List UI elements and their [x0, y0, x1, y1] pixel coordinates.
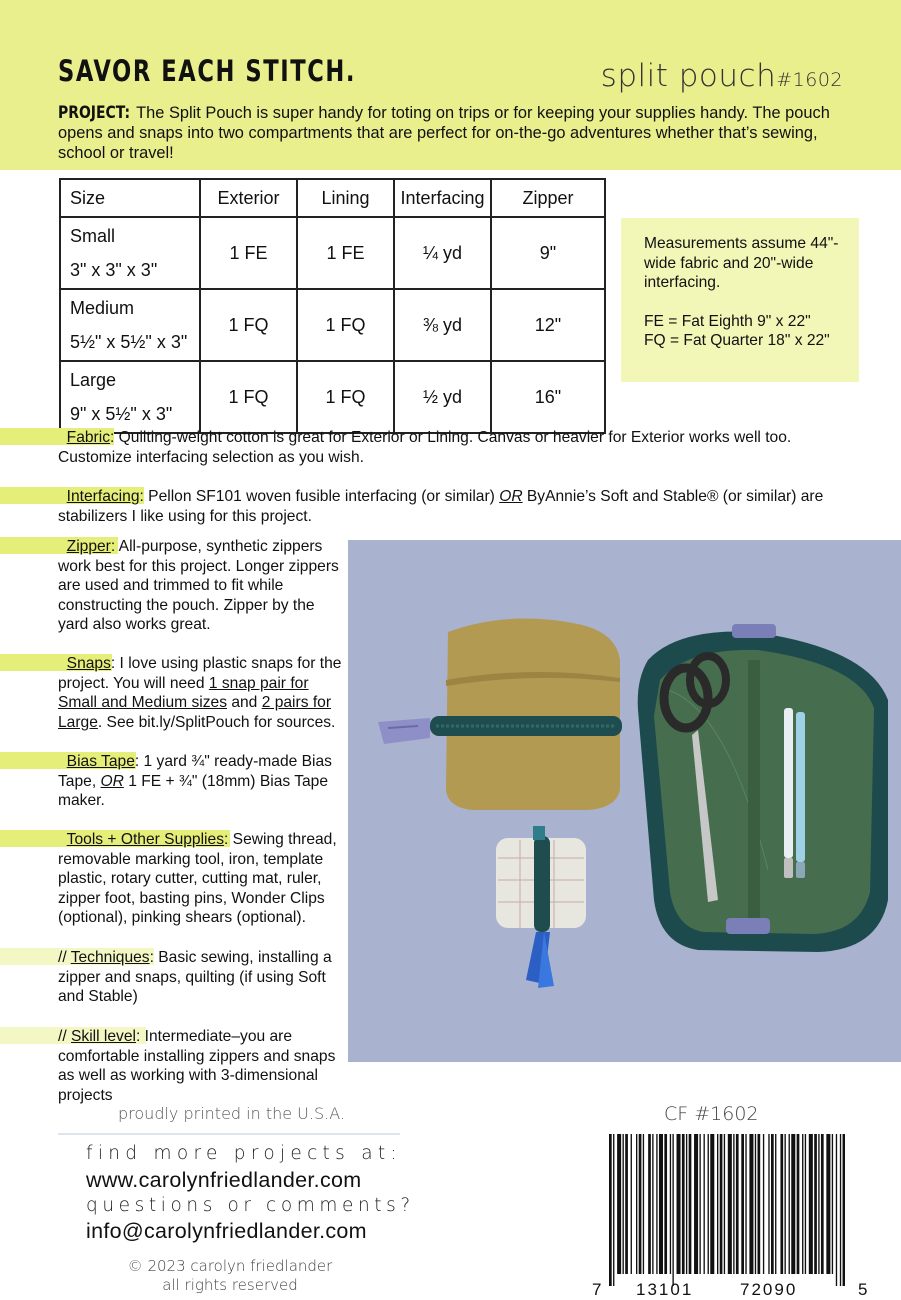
lining-cell: 1 FE	[297, 217, 394, 289]
printed-in-usa: proudly printed in the U.S.A.	[118, 1104, 345, 1123]
fabric-text: : Quilting-weight cotton is great for Exterior or Lining. Canvas or heavier for Exterior works well too. Customize interfacing selection as you wish.	[58, 429, 792, 466]
techniques-text: : Basic sewing, installing a zipper and snaps, quilting (if using Soft and Stable)	[58, 949, 332, 1005]
project-text: The Split Pouch is super handy for toting on trips or for keeping your supplies handy. The pouch opens and snaps into two compartments that are perfect for on-the-go adventures whether that’s sewing, school or travel!	[58, 104, 830, 162]
bias-tape-label: Bias Tape	[66, 753, 135, 770]
pouch-illustration	[348, 540, 901, 1062]
email-link[interactable]: info@carolynfriedlander.com	[86, 1219, 367, 1243]
zipper-label: Zipper	[66, 538, 111, 555]
table-row	[60, 361, 605, 433]
snaps-text-c: . See bit.ly/SplitPouch for sources.	[97, 713, 336, 731]
size-dims: 5½" x 5½" x 3"	[70, 332, 188, 352]
size-name: Large	[70, 370, 117, 390]
table-row	[60, 217, 605, 289]
zipper-item	[58, 537, 343, 635]
table-header-cell: Size	[60, 179, 200, 217]
table-header-cell: Exterior	[200, 179, 297, 217]
zipper-text: : All-purpose, synthetic zippers work best for this project. Longer zippers are used and trimmed to fit while constructing the pouch. Zipper by the yard also works great.	[58, 538, 339, 633]
note-fq: FQ = Fat Quarter 18" x 22"	[644, 332, 830, 349]
snaps-text-a: : I love using plastic snaps for the project. You will need	[58, 655, 342, 692]
interfacing-text-b: ByAnnie’s Soft and Stable® (or similar) are stabilizers I like using for this project.	[58, 488, 824, 525]
tools-text: : Sewing thread, removable marking tool, iron, template plastic, rotary cutter, cutting mat, ruler, zipper foot, basting pins, Wonder Clips (optional), pinking shears (optional).	[58, 831, 337, 926]
lining-cell: 1 FQ	[297, 361, 394, 433]
size-dims: 3" x 3" x 3"	[70, 260, 158, 280]
lining-cell: 1 FQ	[297, 289, 394, 361]
find-projects-label: find more projects at:	[86, 1143, 402, 1164]
zipper-cell: 16"	[491, 361, 605, 433]
snaps-link-b: 2 pairs for Large	[58, 694, 332, 731]
skill-prefix: //	[58, 1028, 71, 1045]
bias-tape-text-a: : 1 yard ¾" ready-made Bias Tape,	[58, 753, 332, 790]
snaps-label: Snaps	[66, 655, 111, 672]
bias-tape-item	[58, 752, 343, 811]
snaps-text-b: and	[227, 694, 262, 711]
size-name: Medium	[70, 298, 135, 318]
barcode-digit-last: 5	[858, 1280, 868, 1299]
techniques-label: Techniques	[70, 949, 150, 966]
measurement-note	[621, 218, 859, 382]
note-measurements: Measurements assume 44"-wide fabric and 20"-wide interfacing.	[644, 235, 839, 291]
exterior-cell: 1 FE	[200, 217, 297, 289]
bias-tape-text-b: 1 FE + ¾" (18mm) Bias Tape maker.	[58, 772, 329, 809]
copyright-line: all rights reserved	[162, 1276, 298, 1294]
fabric-label: Fabric	[66, 429, 110, 446]
pattern-number: #1602	[776, 69, 843, 91]
size-table	[59, 178, 606, 434]
zipper-cell: 9"	[491, 217, 605, 289]
project-description	[58, 104, 848, 163]
techniques-prefix: //	[58, 949, 71, 966]
size-cell	[60, 217, 200, 289]
note-fe: FE = Fat Eighth 9" x 22"	[644, 312, 811, 330]
table-header-row	[60, 179, 605, 217]
interfacing-cell: ⅜ yd	[394, 289, 491, 361]
questions-label: questions or comments?	[86, 1195, 415, 1216]
pattern-title	[601, 58, 843, 94]
catalog-number: CF #1602	[664, 1103, 759, 1125]
brand-title: SAVOR EACH STITCH.	[58, 54, 357, 88]
exterior-cell: 1 FQ	[200, 289, 297, 361]
snaps-link-a: 1 snap pair for Small and Medium sizes	[58, 674, 309, 711]
copyright-line: © 2023 carolyn friedlander	[127, 1257, 333, 1275]
divider	[58, 1133, 400, 1135]
exterior-cell: 1 FQ	[200, 361, 297, 433]
techniques-item	[58, 948, 343, 1007]
interfacing-cell: ¼ yd	[394, 217, 491, 289]
copyright	[120, 1257, 340, 1295]
zipper-cell: 12"	[491, 289, 605, 361]
table-header-cell: Interfacing	[394, 179, 491, 217]
table-row	[60, 289, 605, 361]
snaps-item	[58, 654, 348, 732]
tools-label: Tools + Other Supplies	[66, 831, 224, 848]
size-dims: 9" x 5½" x 3"	[70, 404, 173, 424]
interfacing-item	[58, 487, 848, 526]
barcode-digits-right: 72090	[740, 1280, 798, 1299]
tools-item	[58, 830, 348, 928]
skill-item	[58, 1027, 348, 1105]
skill-text: : Intermediate–you are comfortable installing zippers and snaps as well as working with 3-dimensional projects	[58, 1028, 336, 1104]
pattern-name: split pouch	[600, 58, 777, 94]
size-cell	[60, 289, 200, 361]
interfacing-cell: ½ yd	[394, 361, 491, 433]
interfacing-text-a: : Pellon SF101 woven fusible interfacing (or similar)	[139, 488, 500, 505]
interfacing-or: OR	[499, 488, 523, 505]
table-header-cell: Lining	[297, 179, 394, 217]
table-header-cell: Zipper	[491, 179, 605, 217]
size-name: Small	[70, 226, 116, 246]
product-photo	[348, 540, 901, 1062]
fabric-item	[58, 428, 848, 467]
interfacing-label: Interfacing	[66, 488, 140, 505]
barcode-icon	[609, 1134, 845, 1286]
website-link[interactable]: www.carolynfriedlander.com	[86, 1168, 362, 1192]
large-pouch	[638, 624, 888, 952]
skill-label: Skill level	[71, 1028, 136, 1045]
bias-tape-or: OR	[100, 772, 124, 790]
size-cell	[60, 361, 200, 433]
barcode-digit-first: 7	[592, 1280, 602, 1299]
barcode-digits-left: 13101	[636, 1280, 694, 1299]
project-label: PROJECT:	[58, 103, 131, 123]
